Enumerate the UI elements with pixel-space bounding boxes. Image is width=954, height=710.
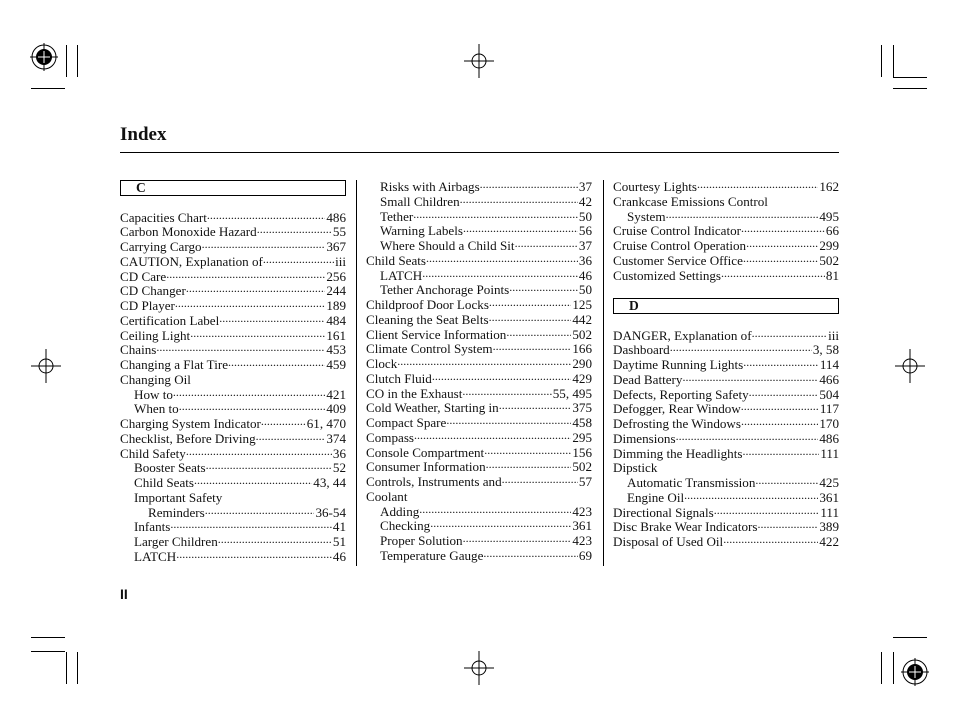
entry-page: 81 xyxy=(825,267,839,283)
dot-leader xyxy=(506,325,571,340)
entry-text: How to xyxy=(134,386,173,402)
entry-page: 46 xyxy=(332,548,346,564)
crosshair-icon xyxy=(29,349,63,383)
entry-page: iii xyxy=(828,327,839,343)
dot-leader xyxy=(676,429,819,444)
dot-leader xyxy=(194,473,312,488)
entry-text: CD Care xyxy=(120,268,167,284)
entry-page: 421 xyxy=(326,386,346,402)
dot-leader xyxy=(486,457,572,472)
entry-text: Reminders xyxy=(148,504,205,520)
entry-page: 51 xyxy=(332,534,346,549)
entry-text: Clutch Fluid xyxy=(366,370,432,386)
entry-text: Compass xyxy=(366,429,415,445)
entry-text: Cold Weather, Starting in xyxy=(366,400,499,416)
entry-text: Booster Seats xyxy=(134,460,206,476)
entry-text: Clock xyxy=(366,356,398,371)
dot-leader xyxy=(749,385,819,400)
entry-page: 170 xyxy=(819,416,839,431)
entry-page: 502 xyxy=(819,252,839,268)
dot-leader xyxy=(256,429,326,444)
entry-page: 367 xyxy=(326,239,346,254)
index-entry xyxy=(366,549,592,564)
dot-leader xyxy=(166,267,325,282)
entry-page: 295 xyxy=(572,429,592,445)
dot-leader xyxy=(156,340,325,355)
dot-leader xyxy=(489,295,571,310)
entry-page: iii xyxy=(335,253,346,269)
dot-leader xyxy=(432,369,572,384)
entry-page: 409 xyxy=(326,401,346,417)
entry-page: 484 xyxy=(326,312,346,328)
dot-leader xyxy=(207,208,325,223)
entry-text: Cleaning the Seat Belts xyxy=(366,311,489,327)
entry-text: Changing Oil xyxy=(120,371,191,387)
entry-text: Infants xyxy=(134,519,171,535)
entry-page: 46 xyxy=(578,267,592,283)
dot-leader xyxy=(499,398,572,413)
entry-page: 55, 495 xyxy=(552,385,592,401)
dot-leader xyxy=(218,532,332,547)
entry-page: 290 xyxy=(572,356,592,371)
entry-text: Larger Children xyxy=(134,534,218,549)
dot-leader xyxy=(176,547,332,562)
index-entry xyxy=(613,180,839,195)
entry-page: 56 xyxy=(578,223,592,239)
entry-text: Certification Label xyxy=(120,312,220,328)
dot-leader xyxy=(186,281,326,296)
entry-text: Temperature Gauge xyxy=(380,547,484,563)
section-letter: D xyxy=(613,298,839,314)
dot-leader xyxy=(509,280,578,295)
column-divider xyxy=(356,180,357,566)
entry-text: Customer Service Office xyxy=(613,252,743,268)
column-divider xyxy=(603,180,604,566)
entry-text: Where Should a Child Sit xyxy=(380,238,515,253)
entry-page: 36-54 xyxy=(315,504,346,520)
entry-text: CD Player xyxy=(120,298,175,313)
entry-page: 161 xyxy=(326,327,346,343)
entry-text: Chains xyxy=(120,342,157,358)
entry-text: Daytime Running Lights xyxy=(613,357,744,372)
dot-leader xyxy=(489,310,572,325)
dot-leader xyxy=(170,517,332,532)
entry-text: Courtesy Lights xyxy=(613,179,698,194)
dot-leader xyxy=(743,251,818,266)
index-column-1 xyxy=(120,180,346,565)
entry-page: 36 xyxy=(578,252,592,268)
entry-page: 502 xyxy=(572,326,592,342)
entry-page: 114 xyxy=(819,357,839,372)
index-entry xyxy=(120,402,346,417)
dot-leader xyxy=(666,207,819,222)
dot-leader xyxy=(758,517,819,532)
entry-page: 425 xyxy=(819,475,839,490)
entry-page: 459 xyxy=(326,357,346,372)
page-title: Index xyxy=(120,124,167,145)
dot-leader xyxy=(480,177,578,192)
dot-leader xyxy=(741,414,818,429)
dot-leader xyxy=(742,444,819,459)
dot-leader xyxy=(414,428,571,443)
entry-text: Defogger, Rear Window xyxy=(613,401,741,417)
entry-text: Charging System Indicator xyxy=(120,416,261,431)
dot-leader xyxy=(746,236,818,251)
entry-text: Changing a Flat Tire xyxy=(120,357,229,372)
entry-page: 43, 44 xyxy=(313,475,346,490)
entry-text: Checking xyxy=(380,518,431,534)
entry-page: 299 xyxy=(819,238,839,253)
entry-text: Warning Labels xyxy=(380,223,463,239)
entry-page: 423 xyxy=(572,533,592,548)
index-entry xyxy=(613,535,839,550)
registration-target-icon xyxy=(30,43,58,71)
entry-text: LATCH xyxy=(380,267,423,283)
entry-text: Customized Settings xyxy=(613,267,722,283)
dot-leader xyxy=(261,414,306,429)
entry-text: Directional Signals xyxy=(613,504,714,520)
entry-text: Compact Spare xyxy=(366,415,447,430)
dot-leader xyxy=(721,266,825,281)
entry-text: Important Safety xyxy=(134,489,223,505)
entry-page: 429 xyxy=(572,370,592,386)
registration-target-icon xyxy=(901,658,929,686)
entry-page: 423 xyxy=(572,503,592,519)
entry-page: 69 xyxy=(578,547,592,563)
entry-page: 389 xyxy=(819,519,839,535)
entry-page: 504 xyxy=(819,386,839,402)
entry-text: Defrosting the Windows xyxy=(613,416,741,431)
entry-page: 36 xyxy=(332,445,346,461)
entry-text: Automatic Transmission xyxy=(627,475,756,490)
entry-page: 189 xyxy=(326,298,346,313)
dot-leader xyxy=(462,384,551,399)
entry-text: Cruise Control Indicator xyxy=(613,223,742,239)
entry-text: Ceiling Light xyxy=(120,327,191,343)
dot-leader xyxy=(493,339,572,354)
dot-leader xyxy=(463,221,578,236)
entry-page: 3, 58 xyxy=(812,342,839,358)
entry-page: 55 xyxy=(332,224,346,240)
dot-leader xyxy=(752,326,828,341)
dot-leader xyxy=(697,177,818,192)
entry-text: Dimensions xyxy=(613,430,676,446)
dot-leader xyxy=(228,355,325,370)
entry-text: LATCH xyxy=(134,548,177,564)
entry-page: 125 xyxy=(572,297,592,312)
entry-page: 37 xyxy=(578,238,592,253)
dot-leader xyxy=(206,458,332,473)
dot-leader xyxy=(755,473,818,488)
entry-text: Child Seats xyxy=(366,252,427,268)
dot-leader xyxy=(741,399,819,414)
entry-page: 495 xyxy=(819,208,839,224)
section-gap xyxy=(613,283,839,298)
entry-text: CO in the Exhaust xyxy=(366,385,463,401)
entry-text: Engine Oil xyxy=(627,489,685,505)
entry-page: 466 xyxy=(819,371,839,387)
entry-page: 422 xyxy=(819,534,839,549)
entry-page: 256 xyxy=(326,268,346,284)
index-entry xyxy=(613,269,839,284)
entry-text: System xyxy=(627,208,666,224)
entry-page: 117 xyxy=(819,401,839,417)
entry-page: 52 xyxy=(332,460,346,476)
entry-text: Defects, Reporting Safety xyxy=(613,386,749,402)
index-entry xyxy=(120,550,346,565)
entry-page: 453 xyxy=(326,342,346,358)
entry-text: Dashboard xyxy=(613,342,670,358)
dot-leader xyxy=(202,237,326,252)
entry-page: 244 xyxy=(326,283,346,299)
entry-text: Console Compartment xyxy=(366,444,485,460)
entry-text: Coolant xyxy=(366,488,408,504)
entry-text: Dimming the Headlights xyxy=(613,445,743,461)
entry-text: Capacities Chart xyxy=(120,209,207,225)
index-entry xyxy=(120,476,346,491)
dot-leader xyxy=(714,503,820,518)
entry-text: Disc Brake Wear Indicators xyxy=(613,519,758,535)
entry-page: 442 xyxy=(572,311,592,327)
dot-leader xyxy=(205,503,315,518)
dot-leader xyxy=(723,532,818,547)
entry-page: 502 xyxy=(572,459,592,475)
entry-page: 162 xyxy=(819,179,839,194)
dot-leader xyxy=(422,266,578,281)
dot-leader xyxy=(483,546,577,561)
dot-leader xyxy=(179,399,326,414)
entry-page: 61, 470 xyxy=(306,416,346,431)
entry-page: 37 xyxy=(578,179,592,194)
entry-page: 375 xyxy=(572,400,592,416)
entry-page: 361 xyxy=(819,489,839,505)
page-number: II xyxy=(120,586,128,602)
dot-leader xyxy=(741,221,825,236)
dot-leader xyxy=(502,472,578,487)
entry-page: 42 xyxy=(578,193,592,209)
entry-text: When to xyxy=(134,401,179,417)
dot-leader xyxy=(175,296,325,311)
entry-text: CD Changer xyxy=(120,283,186,299)
entry-page: 486 xyxy=(326,209,346,225)
dot-leader xyxy=(419,502,571,517)
dot-leader xyxy=(682,370,818,385)
dot-leader xyxy=(684,488,818,503)
entry-text: Cruise Control Operation xyxy=(613,238,747,253)
index-column-3 xyxy=(613,180,839,550)
entry-text: Climate Control System xyxy=(366,341,493,357)
entry-text: Disposal of Used Oil xyxy=(613,534,724,549)
entry-text: Tether Anchorage Points xyxy=(380,282,510,298)
entry-page: 458 xyxy=(572,415,592,430)
dot-leader xyxy=(430,516,571,531)
entry-text: Carbon Monoxide Hazard xyxy=(120,224,257,240)
dot-leader xyxy=(670,340,812,355)
crosshair-icon xyxy=(893,349,927,383)
entry-text: DANGER, Explanation of xyxy=(613,327,752,343)
dot-leader xyxy=(413,207,578,222)
entry-text: Tether xyxy=(380,208,414,224)
dot-leader xyxy=(460,192,578,207)
section-letter: C xyxy=(120,180,346,196)
crosshair-icon xyxy=(462,651,496,685)
entry-text: Dipstick xyxy=(613,460,658,476)
dot-leader xyxy=(173,385,325,400)
dot-leader xyxy=(397,354,571,369)
entry-text: Child Seats xyxy=(134,475,195,490)
entry-text: Proper Solution xyxy=(380,533,463,548)
entry-text: Dead Battery xyxy=(613,371,683,387)
dot-leader xyxy=(186,444,332,459)
dot-leader xyxy=(426,251,578,266)
entry-text: Consumer Information xyxy=(366,459,486,475)
entry-page: 50 xyxy=(578,208,592,224)
entry-text: Controls, Instruments and xyxy=(366,474,502,489)
dot-leader xyxy=(743,355,819,370)
entry-page: 111 xyxy=(820,445,839,461)
entry-page: 361 xyxy=(572,518,592,534)
entry-page: 374 xyxy=(326,430,346,446)
entry-text: Checklist, Before Driving xyxy=(120,430,256,446)
entry-page: 111 xyxy=(820,504,839,520)
dot-leader xyxy=(446,413,571,428)
index-entry xyxy=(613,447,839,462)
dot-leader xyxy=(484,443,571,458)
dot-leader xyxy=(263,252,334,267)
entry-page: 156 xyxy=(572,444,592,460)
entry-text: Small Children xyxy=(380,193,460,209)
entry-page: 66 xyxy=(825,223,839,239)
index-column-2 xyxy=(366,180,592,564)
entry-text: Child Safety xyxy=(120,445,186,461)
entry-text: Adding xyxy=(380,503,420,519)
entry-text: Childproof Door Locks xyxy=(366,297,489,312)
dot-leader xyxy=(190,326,325,341)
dot-leader xyxy=(219,311,325,326)
dot-leader xyxy=(257,222,332,237)
crosshair-icon xyxy=(462,44,496,78)
entry-page: 50 xyxy=(578,282,592,298)
entry-text: Carrying Cargo xyxy=(120,239,202,254)
entry-page: 166 xyxy=(572,341,592,357)
title-rule xyxy=(120,152,839,153)
entry-text: CAUTION, Explanation of xyxy=(120,253,263,269)
entry-page: 41 xyxy=(332,519,346,535)
entry-text: Crankcase Emissions Control xyxy=(613,193,768,209)
index-entry xyxy=(366,475,592,490)
index-entry xyxy=(120,358,346,373)
entry-text: Client Service Information xyxy=(366,326,507,342)
dot-leader xyxy=(515,236,578,251)
entry-text: Risks with Airbags xyxy=(380,179,480,194)
dot-leader xyxy=(463,531,572,546)
entry-page: 486 xyxy=(819,430,839,446)
entry-page: 57 xyxy=(578,474,592,489)
